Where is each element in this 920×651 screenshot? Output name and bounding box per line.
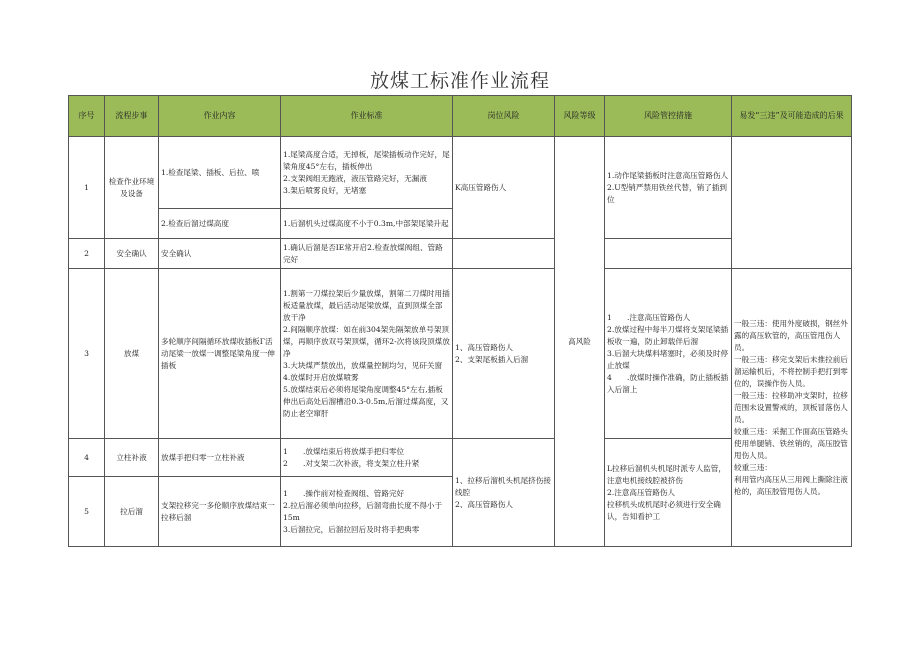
row-step: 放煤 [105, 269, 159, 439]
table-row [69, 269, 852, 439]
row-content: 多轮顺序间隔循环放煤收插板Γ活动尾梁一放煤一调整尾梁角度一伸插板 [159, 269, 281, 439]
header-control: 风险管控措施 [605, 96, 732, 137]
header-row [69, 96, 852, 137]
page-title: 放煤工标准作业流程 [369, 70, 550, 92]
row-content: 1.检查尾梁、插板、后拉、喷 [159, 137, 281, 209]
risk-line: 2、支架尾板插入后溜 [455, 354, 529, 364]
row-step: 拉后溜 [105, 477, 159, 547]
standard-line: 3.后溜拉完，后溜拉回后及时将手把典零 [283, 524, 420, 534]
violation-line: 较重三违： [734, 462, 772, 472]
standard-line: 2 .对支架二次补液，将支架立柱升紧 [283, 458, 420, 468]
row-no: 2 [69, 239, 105, 269]
standard-line: 1 .操作前对检查阀组、管路完好 [283, 488, 405, 498]
control-line: 1 .注意高压管路伤人 [607, 312, 691, 322]
header-risk-level: 风险等级 [555, 96, 605, 137]
risk-line: 1、高压管路伤人 [455, 342, 513, 352]
row-risk: K高压管路伤人 [453, 137, 555, 239]
row-step: 安全确认 [105, 239, 159, 269]
header-standard: 作业标准 [281, 96, 453, 137]
violation-line: 较重三违：采掘工作面高压管路头使用单腿销、铁丝销的，高压胶管甩伤人员。 [734, 426, 848, 460]
standard-line: 5.放煤结束后必须将尾梁角度调整45°左右,插板伸出后高处后溜槽沿0.3-0.5m,后溜过煤高度，又防止老空窜肝 [283, 384, 449, 418]
standard-line: 2.间隔顺序放煤：如在前304架先隔架放单号架顶煤，再顺序放双号架顶煤，循环2-次将该段顶煤放净 [283, 324, 450, 358]
header-violations: 易发“三违”及可能造成的后果 [732, 96, 852, 137]
row-content: 放煤手把归零一立柱补液 [159, 439, 281, 477]
risk-level: 高风险 [555, 137, 605, 547]
standard-line: 1.割第一刀煤拉架后少量放煤，割第二刀煤时用插板适量放煤，最后活动尾梁放煤，直到顶煤全部放干净 [283, 288, 450, 322]
row-no: 4 [69, 439, 105, 477]
risk-line: 1、拉移后溜机头机尾挤伤接线腔 [455, 475, 551, 497]
control-line: 2.注意高压管路伤人 [607, 487, 675, 497]
violation-line: 一般三违：移完支架后未推拉前后溜运输机后，不将控制手把打到零位的，误操作伤人员。 [734, 354, 848, 388]
risk-line: 2、高压管路伤人 [455, 499, 513, 509]
row-step: 检查作业环境及设备 [105, 137, 159, 239]
row-control [605, 439, 732, 547]
row-content: 支架拉移完一多伦顺序放煤结束一拉移后溜 [159, 477, 281, 547]
standard-line: 3.大块煤严禁放出，放煤量控制均匀，见矸关窗 [283, 360, 443, 370]
row-no: 1 [69, 137, 105, 239]
header-no: 序号 [69, 96, 105, 137]
row-standard: 1.确认后溜是否IE常开启2.检查放煤阀组、管路完好 [281, 239, 453, 269]
row-violations [732, 269, 852, 547]
standard-line: 3.架后喷雾良好，无堵塞 [283, 185, 367, 195]
control-line: 4 .放煤时操作准确，防止插板插入后溜上 [607, 372, 729, 394]
control-line: 2.U型销严禁用铁丝代替，销了插到位 [607, 182, 727, 204]
row-standard [281, 269, 453, 439]
row-content: 安全确认 [159, 239, 281, 269]
row-standard: 1.后溜机头过煤高度不小于0.3m,中部架尾梁升起 [281, 209, 453, 239]
header-risk: 岗位风险 [453, 96, 555, 137]
violation-line: 一般三违：使用外度破损，钢丝外露的高压软管的，高压管甩伤人员。 [734, 318, 848, 352]
control-line: 1.动作尾梁插板时注意高压管路伤人 [607, 170, 729, 180]
row-standard [281, 439, 453, 477]
row-control [605, 269, 732, 439]
row-control-empty [605, 239, 732, 269]
row-no: 5 [69, 477, 105, 547]
row-violations-empty [732, 137, 852, 269]
standard-line: 2.拉后溜必须单向拉移，后溜弯曲长度不得小于15m [283, 500, 443, 522]
row-standard [281, 477, 453, 547]
row-control [605, 137, 732, 239]
standard-line: 1 .放煤结束后将放煤手把归零位 [283, 446, 405, 456]
violation-line: 一般三违：拉移助冲支架时，拉移范围未设置警戒的，顶板冒落伤人员。 [734, 390, 848, 424]
header-step: 流程步事 [105, 96, 159, 137]
row-step: 立柱补液 [105, 439, 159, 477]
table-row [69, 137, 852, 209]
row-risk [453, 269, 555, 439]
row-risk-empty [453, 239, 555, 269]
header-content: 作业内容 [159, 96, 281, 137]
row-no: 3 [69, 269, 105, 439]
standard-line: 1.尾梁高度合适，无掉板，尾梁插板动作完好，尾梁角度45°左右，插板伸出 [283, 149, 450, 171]
control-line: 3.后溜大块煤料堵塞时，必须及时停止放煤 [607, 348, 729, 370]
control-line: 拉移机头成机尾时必须进行安全确认，告知看护工 [607, 499, 721, 521]
standard-line: 2.支架阀组无跑液，液压管路完好，无漏液 [283, 173, 427, 183]
control-line: L拉移后溜机头机尾时派专人监管，注意电机接线腔被挤伤 [607, 463, 726, 485]
row-standard [281, 137, 453, 209]
standard-line: 4.放煤时开启放煤喷雾 [283, 372, 359, 382]
violation-line: 利用管内高压从三用阀上撕除注液枪的，高压胶管甩伤人员。 [734, 474, 848, 496]
procedure-table [68, 95, 852, 547]
row-content: 2.检查后溜过煤高度 [159, 209, 281, 239]
control-line: 2.放煤过程中每半刀煤将支架尾梁插板收一遍，防止卸载伴后溜 [607, 324, 729, 346]
row-risk [453, 439, 555, 547]
